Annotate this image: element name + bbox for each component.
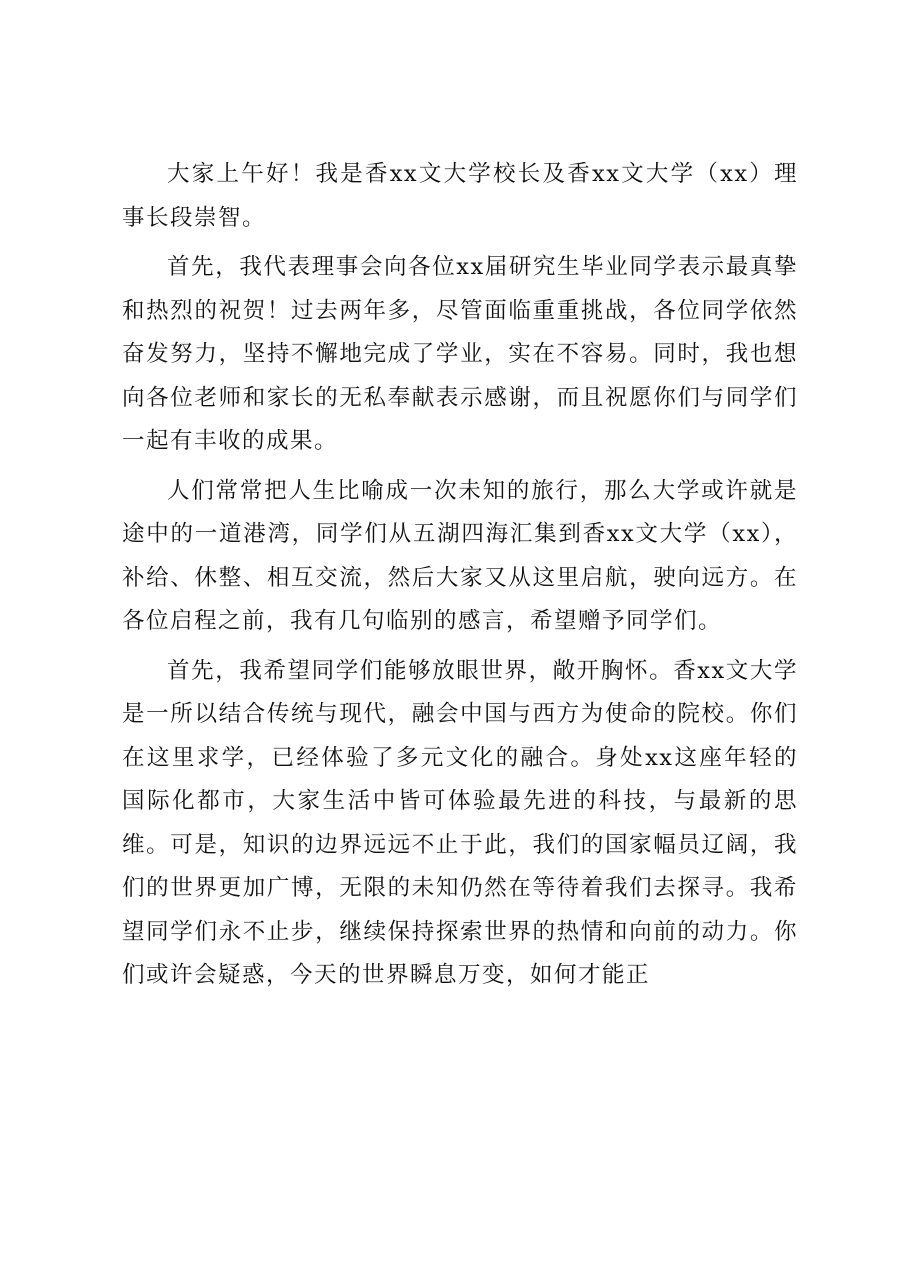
paragraph-congratulations: 首先，我代表理事会向各位xx届研究生毕业同学表示最真挚和热烈的祝贺！过去两年多，尽管面临重重挑战，各位同学依然奋发努力，坚持不懈地完成了学业，实在不容易。同时，我也想向各位老师和家长的无私奉献表示感谢，而且祝愿你们与同学们一起有丰收的成果。 bbox=[122, 254, 798, 454]
document-body bbox=[122, 153, 798, 1004]
paragraph-journey: 人们常常把人生比喻成一次未知的旅行，那么大学或许就是途中的一道港湾，同学们从五湖四海汇集到香xx文大学（xx），补给、休整、相互交流，然后大家又从这里启航，驶向远方。在各位启程之前，我有几句临别的感言，希望赠予同学们。 bbox=[122, 477, 798, 634]
paragraph-greeting: 大家上午好！我是香xx文大学校长及香xx文大学（xx）理事长段崇智。 bbox=[122, 161, 798, 231]
paragraph-open-world: 首先，我希望同学们能够放眼世界，敞开胸怀。香xx文大学是一所以结合传统与现代，融会中国与西方为使命的院校。你们在这里求学，已经体验了多元文化的融合。身处xx这座年轻的国际化都市，大家生活中皆可体验最先进的科技，与最新的思维。可是，知识的边界远远不止于此，我们的国家幅员辽阔，我们的世界更加广博，无限的未知仍然在等待着我们去探寻。我希望同学们永不止步，继续保持探索世界的热情和向前的动力。你们或许会疑惑，今天的世界瞬息万变，如何才能正 bbox=[122, 657, 798, 988]
